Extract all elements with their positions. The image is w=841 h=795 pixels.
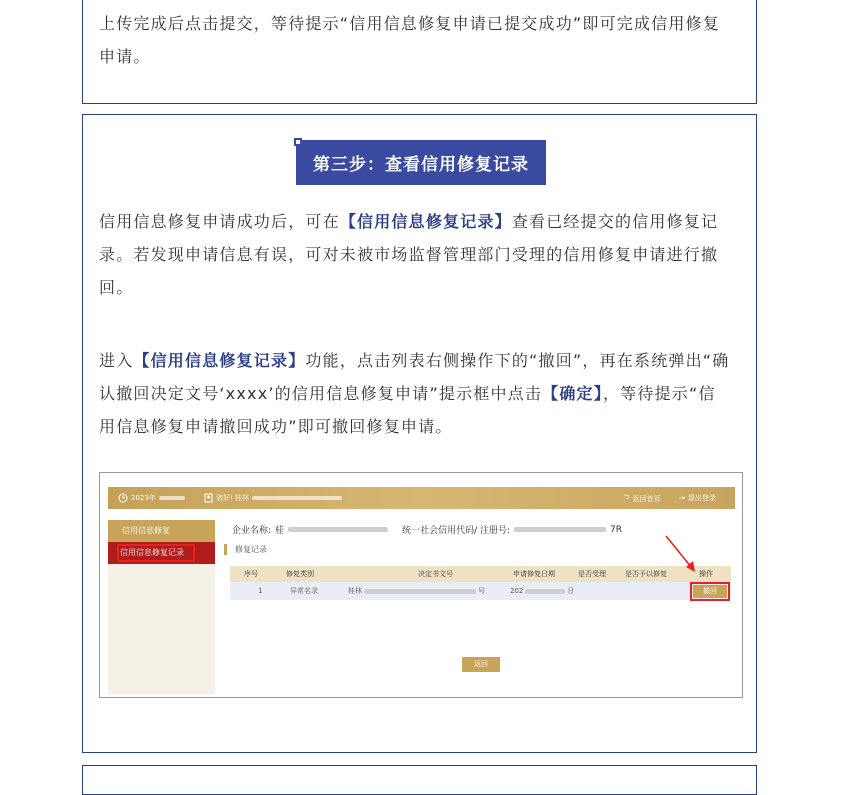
table-header: 序号 修复类别 决定书文号 申请修复日期 是否受理 是否予以修复 操作 [230,566,731,582]
step-title: 第三步：查看信用修复记录 [296,140,546,185]
sidebar-item-repair-record[interactable]: 信用信息修复记录 [108,542,215,564]
system-sidebar [108,520,215,694]
user-icon [204,493,213,503]
pointer-arrow-icon [664,534,698,574]
instruction-card-step3 [82,114,757,753]
system-screenshot [99,472,743,698]
instruction-card-step2 [82,0,757,104]
system-content [224,520,736,694]
revoke-button[interactable]: 撤回 [693,585,727,598]
instruction-card-next [82,765,757,795]
step-title-badge [296,140,546,185]
company-info: 企业名称: 桂 统一社会信用代码/ 注册号: 7R [232,524,622,536]
badge-corner-decoration [294,138,302,146]
back-button[interactable]: 返回 [462,657,500,672]
logout-icon: ⇥ [679,494,685,502]
paragraph-view-record: 信用信息修复申请成功后，可在【信用信息修复记录】查看已经提交的信用修复记 录。若发现申请信息有误，可对未被市场监督管理部门受理的信用修复申请进行撤 回。 [99,212,719,297]
sidebar-header[interactable]: 信用信息修复 [108,520,215,542]
highlight-box-sidebar [117,544,195,562]
section-title: 修复记录 [224,544,267,555]
logout-link[interactable]: ⇥ 退出登录 [679,494,716,502]
table-row: 1 异常名录 桂林 号 202 日 撤回 [230,582,731,600]
paragraph-revoke: 进入【信用信息修复记录】功能，点击列表右侧操作下的“撤回”，再在系统弹出“确 认撤回决定文号‘xxxx’的信用信息修复申请”提示框中点击【确定】，等待提示“信 用信息修复申请撤回成功”即可撤回修复申请。 [99,351,730,436]
clock-icon [118,493,128,503]
return-arrow-icon: ⮌ [624,493,630,501]
paragraph-submit: 上传完成后点击提交，等待提示“信用信息修复申请已提交成功”即可完成信用修复 申请。 [99,14,720,66]
user-greeting: 您好! 桂林 [204,493,342,503]
system-topbar [108,487,735,509]
repair-record-table [230,566,731,600]
date-display: 2023年 [118,493,185,503]
home-link[interactable]: ⮌ 返回首页 [624,493,661,503]
highlight-box-revoke [690,582,730,601]
